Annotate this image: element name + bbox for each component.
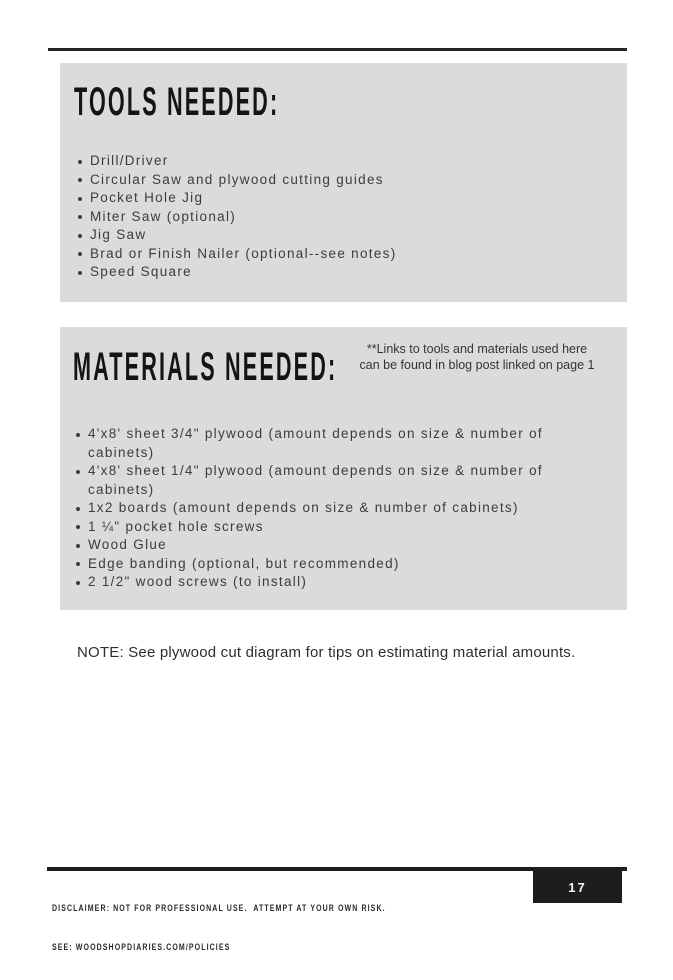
list-item: 1x2 boards (amount depends on size & number of cabinets) — [75, 499, 572, 518]
links-note-line-1: **Links to tools and materials used here — [366, 342, 588, 356]
materials-header — [73, 342, 607, 389]
note-text: NOTE: See plywood cut diagram for tips on estimating material amounts. — [77, 644, 576, 661]
list-item: 2 1/2" wood screws (to install) — [75, 573, 572, 592]
list-item: Speed Square — [77, 263, 574, 282]
disclaimer-line-2: SEE: WOODSHOPDIARIES.COM/POLICIES — [52, 942, 231, 952]
list-item: Jig Saw — [77, 226, 574, 245]
tools-list — [77, 152, 607, 282]
list-item: Miter Saw (optional) — [77, 208, 574, 227]
materials-heading: MATERIALS NEEDED: — [73, 345, 338, 389]
tools-section — [60, 63, 627, 302]
materials-list — [75, 425, 607, 592]
list-item: Circular Saw and plywood cutting guides — [77, 171, 574, 190]
list-item: Drill/Driver — [77, 152, 574, 171]
list-item: 4'x8' sheet 1/4" plywood (amount depends on size & number of cabinets) — [75, 462, 572, 499]
disclaimer-line-1: DISCLAIMER: NOT FOR PROFESSIONAL USE. ATTEMPT AT YOUR OWN RISK. — [52, 903, 386, 913]
materials-section — [60, 327, 627, 610]
list-item: Brad or Finish Nailer (optional--see notes) — [77, 245, 574, 264]
links-note-line-2: can be found in blog post linked on page 1 — [359, 357, 595, 372]
list-item: Edge banding (optional, but recommended) — [75, 555, 572, 574]
list-item: 1 ¼" pocket hole screws — [75, 518, 572, 537]
page-number: 17 — [568, 879, 587, 895]
list-item: 4'x8' sheet 3/4" plywood (amount depends on size & number of cabinets) — [75, 425, 572, 462]
list-item: Pocket Hole Jig — [77, 189, 574, 208]
disclaimer — [52, 876, 386, 980]
tools-heading: TOOLS NEEDED: — [74, 80, 280, 124]
top-divider-rule — [48, 48, 627, 51]
page-number-badge — [533, 871, 622, 903]
list-item: Wood Glue — [75, 536, 572, 555]
links-note — [352, 342, 602, 373]
